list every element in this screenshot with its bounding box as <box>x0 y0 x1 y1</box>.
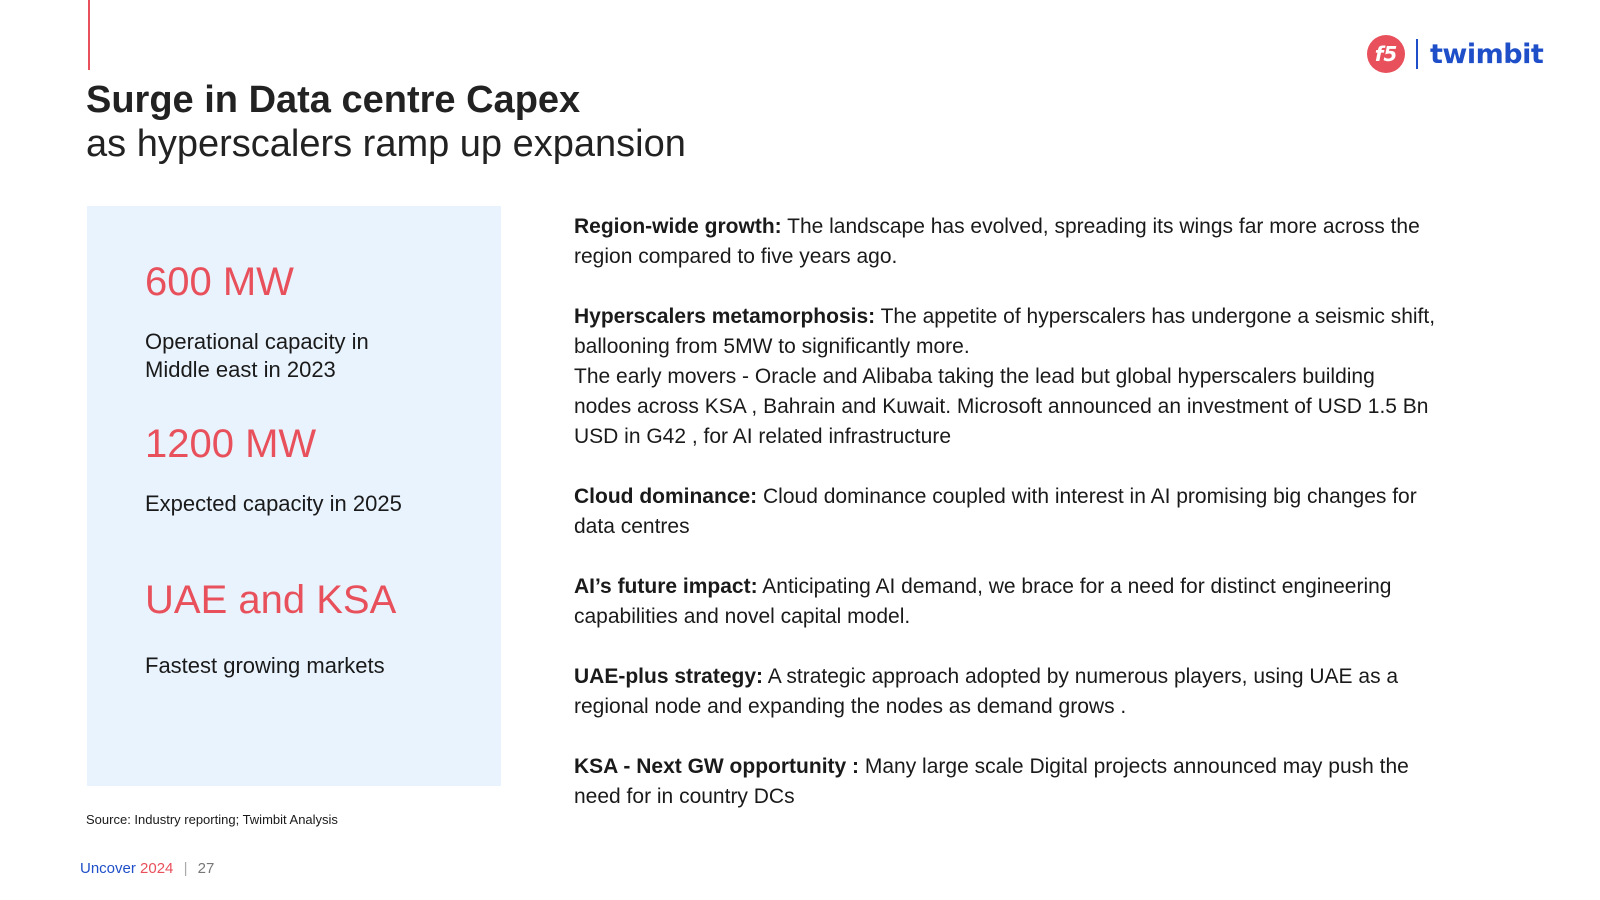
finding-text: A strategic approach adopted by numerous players, using UAE as a regional node and expanding the nodes as demand grows . <box>574 665 1399 718</box>
f5-logo-icon <box>1366 34 1406 74</box>
brand-logo <box>1366 34 1543 74</box>
footer-year: 2024 <box>140 860 174 877</box>
finding-label: Cloud dominance: <box>574 485 758 508</box>
finding-ksa-opportunity <box>574 752 1436 812</box>
finding-cloud-dominance <box>574 482 1436 542</box>
finding-label: Region-wide growth: <box>574 215 782 238</box>
finding-text: Many large scale Digital projects announced may push the need for in country DCs <box>574 755 1409 808</box>
page-number: 27 <box>197 860 215 877</box>
accent-line <box>88 0 90 70</box>
finding-ai-impact <box>574 572 1436 632</box>
stat-desc-operational: Operational capacity in Middle east in 2023 <box>145 329 369 382</box>
findings-list <box>574 212 1436 842</box>
finding-text: The appetite of hyperscalers has undergone a seismic shift, ballooning from 5MW to significantly more. The early movers - Oracle and Alibaba taking the lead but global hyperscalers building nodes across KSA , Bahrain and Kuwait. Microsoft announced an investment of USD 1.5 Bn USD in G42 , for AI related infrastructure <box>574 305 1436 448</box>
page-title <box>86 78 686 166</box>
stat-value-operational: 600 MW <box>145 260 294 304</box>
footer <box>80 860 214 877</box>
finding-text: Cloud dominance coupled with interest in AI promising big changes for data centres <box>574 485 1417 538</box>
stats-panel <box>87 206 501 786</box>
finding-label: AI’s future impact: <box>574 575 758 598</box>
finding-label: UAE-plus strategy: <box>574 665 764 688</box>
finding-label: KSA - Next GW opportunity : <box>574 755 860 778</box>
finding-region-growth <box>574 212 1436 272</box>
stat-value-markets: UAE and KSA <box>145 578 397 622</box>
stat-value-expected: 1200 MW <box>145 422 317 466</box>
finding-text: Anticipating AI demand, we brace for a need for distinct engineering capabilities and novel capital model. <box>574 575 1392 628</box>
svg-text:f5: f5 <box>1374 42 1398 66</box>
twimbit-logo-text: twimbit <box>1430 38 1544 70</box>
finding-hyperscalers <box>574 302 1436 452</box>
finding-uae-plus <box>574 662 1436 722</box>
source-note: Source: Industry reporting; Twimbit Analysis <box>86 812 338 827</box>
stat-desc-expected: Expected capacity in 2025 <box>145 491 402 516</box>
finding-text: The landscape has evolved, spreading its wings far more across the region compared to five years ago. <box>574 215 1420 268</box>
stat-desc-markets: Fastest growing markets <box>145 653 385 678</box>
footer-brand: Uncover <box>80 860 136 877</box>
finding-label: Hyperscalers metamorphosis: <box>574 305 876 328</box>
title-subtitle: as hyperscalers ramp up expansion <box>86 123 686 165</box>
footer-separator: | <box>183 860 188 877</box>
title-main: Surge in Data centre Capex <box>86 79 581 121</box>
logo-divider <box>1416 39 1418 69</box>
